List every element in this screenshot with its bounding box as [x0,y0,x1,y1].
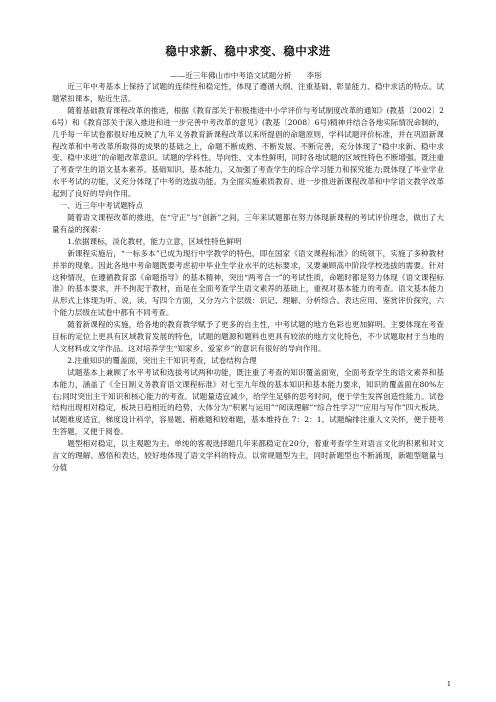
section-heading-1: 一、近三年中考试题特点 [59,201,144,211]
paragraph-question-types: 题型相对稳定，以主观题为主。单纯的客观选择题几年来都稳定在20分，着重考查学生对语言文化的积累和对文言文的理解、感悟和表达，较好地体现了语文学科的特点。以常规题型为主，同时新题型也不断涌现，新题型题量与分值 [52,439,444,472]
paragraph-background: 随着基础教育课程改革的推进，根据《教育部关于积极推进中小学评价与考试制度改革的通知》(教基〔2002〕26号）和《教育部关于深入推进和进一步完善中考改革的意见》(教基〔2008〕6号)精神并结合各地实际情况命制的，几乎每一年试卷都很好地反映了九年义务教育新课程改革以来所提倡的命题原则，学科试题评价标准，并在巩固新课程改革和中考改革所取得的成果的基础之上，命题不断成熟、不断发展、不断完善，充分体现了“稳中求新、稳中求变、稳中求进”的命题改革意识。试题的学科性、导向性、文本性鲜明，同时各地试题的区域性特色不断增强。既注重了考查学生的语文基本素养、基础知识、基本能力，又加强了考查学生的综合学习能力和探究能力;既体现了毕业学业水平考试的功能，又充分体现了中考的选拔功能。为全面实施素质教育、进一步推进新课程改革和中学语文教学改革起到了良好的导向作用。 [52,105,444,199]
paragraph-intro: 近三年中考基本上保持了试题的连续性和稳定性，体现了遵循大纲、注重基础、彰显能力、稳中求活的特点。试题紧扣课本，贴近生活。 [52,82,444,103]
paragraph-curriculum-standard: 新课程实施后，“一标多本”已成为现行中学教学的特色，即在国家《语文课程标准》的统领下，实施了多种教材并举的现象。因此各地中考命题既要考虑初中毕业生学业水平的达标要求，又要兼顾高中阶段学校选拔的需要。针对这种情况，在遵循教育部《命题指导》的基本精神，突出“两考合一”的考试性质，命题时都是努力体现《语文课程标准》的基本要求，并不拘泥于教材，而是在全面考查学生语文素养的基础上，重视对基本能力的考查。语文基本能力从形式上体现为听、说、读、写四个方面，又分为六个层级：识记、理解、分析综合、表达应用、鉴赏评价探究，六个能力层级在试卷中都有不同考查。 [52,248,444,318]
paragraph-knowledge-coverage: 试题基本上兼顾了水平考试和选拔考试两种功能，既注重了考查的知识覆盖面宽，全面考查学生的语文素养和基本能力，涵盖了《全日制义务教育语文课程标准》对七至九年级的基本知识和基本能力要求，知识的覆盖面在80%左右;同时突出主干知识和核心能力的考查。试题量适宜减少，给学生足够的思考时间，便于学生发挥创造性能力。试卷结构出现相对稳定，板块日趋相近的趋势，大体分为“积累与运用”“阅读理解”“综合性学习”“应用与写作”四大板块。试题难度适宜，梯度设计科学，容易题、稍难题和较难题，基本维持在 7：2：1。试题编排注重人文关怀，便于使考生答题，又便于阅卷。 [52,367,444,437]
paragraph-regional-features: 随着新课程的实施，给各地的教育教学赋予了更多的自主性，中考试题的地方色彩也更加鲜明。主要体现在考查目标的定位上更具有区域教育发展的特色，试题的题源和题料也更具有较浓的地方文化特色，不少试题取材于当地的人文材料或文学作品。这对培养学生“知家乡、爱家乡”的意识有很好的导向作用。 [52,320,444,353]
document-title: 稳中求新、稳中求变、稳中求进 [165,44,331,58]
paragraph-section-1-intro: 随着语文课程改革的推进，在“守正”与“创新”之间，三年来试题都在努力体现新课程的考试评价理念，做出了大量有益的探索： [52,212,444,234]
document-body [52,81,444,474]
page-number: 1 [446,680,451,688]
document-byline: ——近三年佛山市中考语文试题分析 李彤 [170,71,322,80]
subheading-2: 2.注重知识的覆盖面，突出主干知识考查，试卷结构合理 [67,355,257,365]
subheading-1: 1.依据课标，淡化教材，能力立意，区域性特色鲜明 [67,236,242,246]
